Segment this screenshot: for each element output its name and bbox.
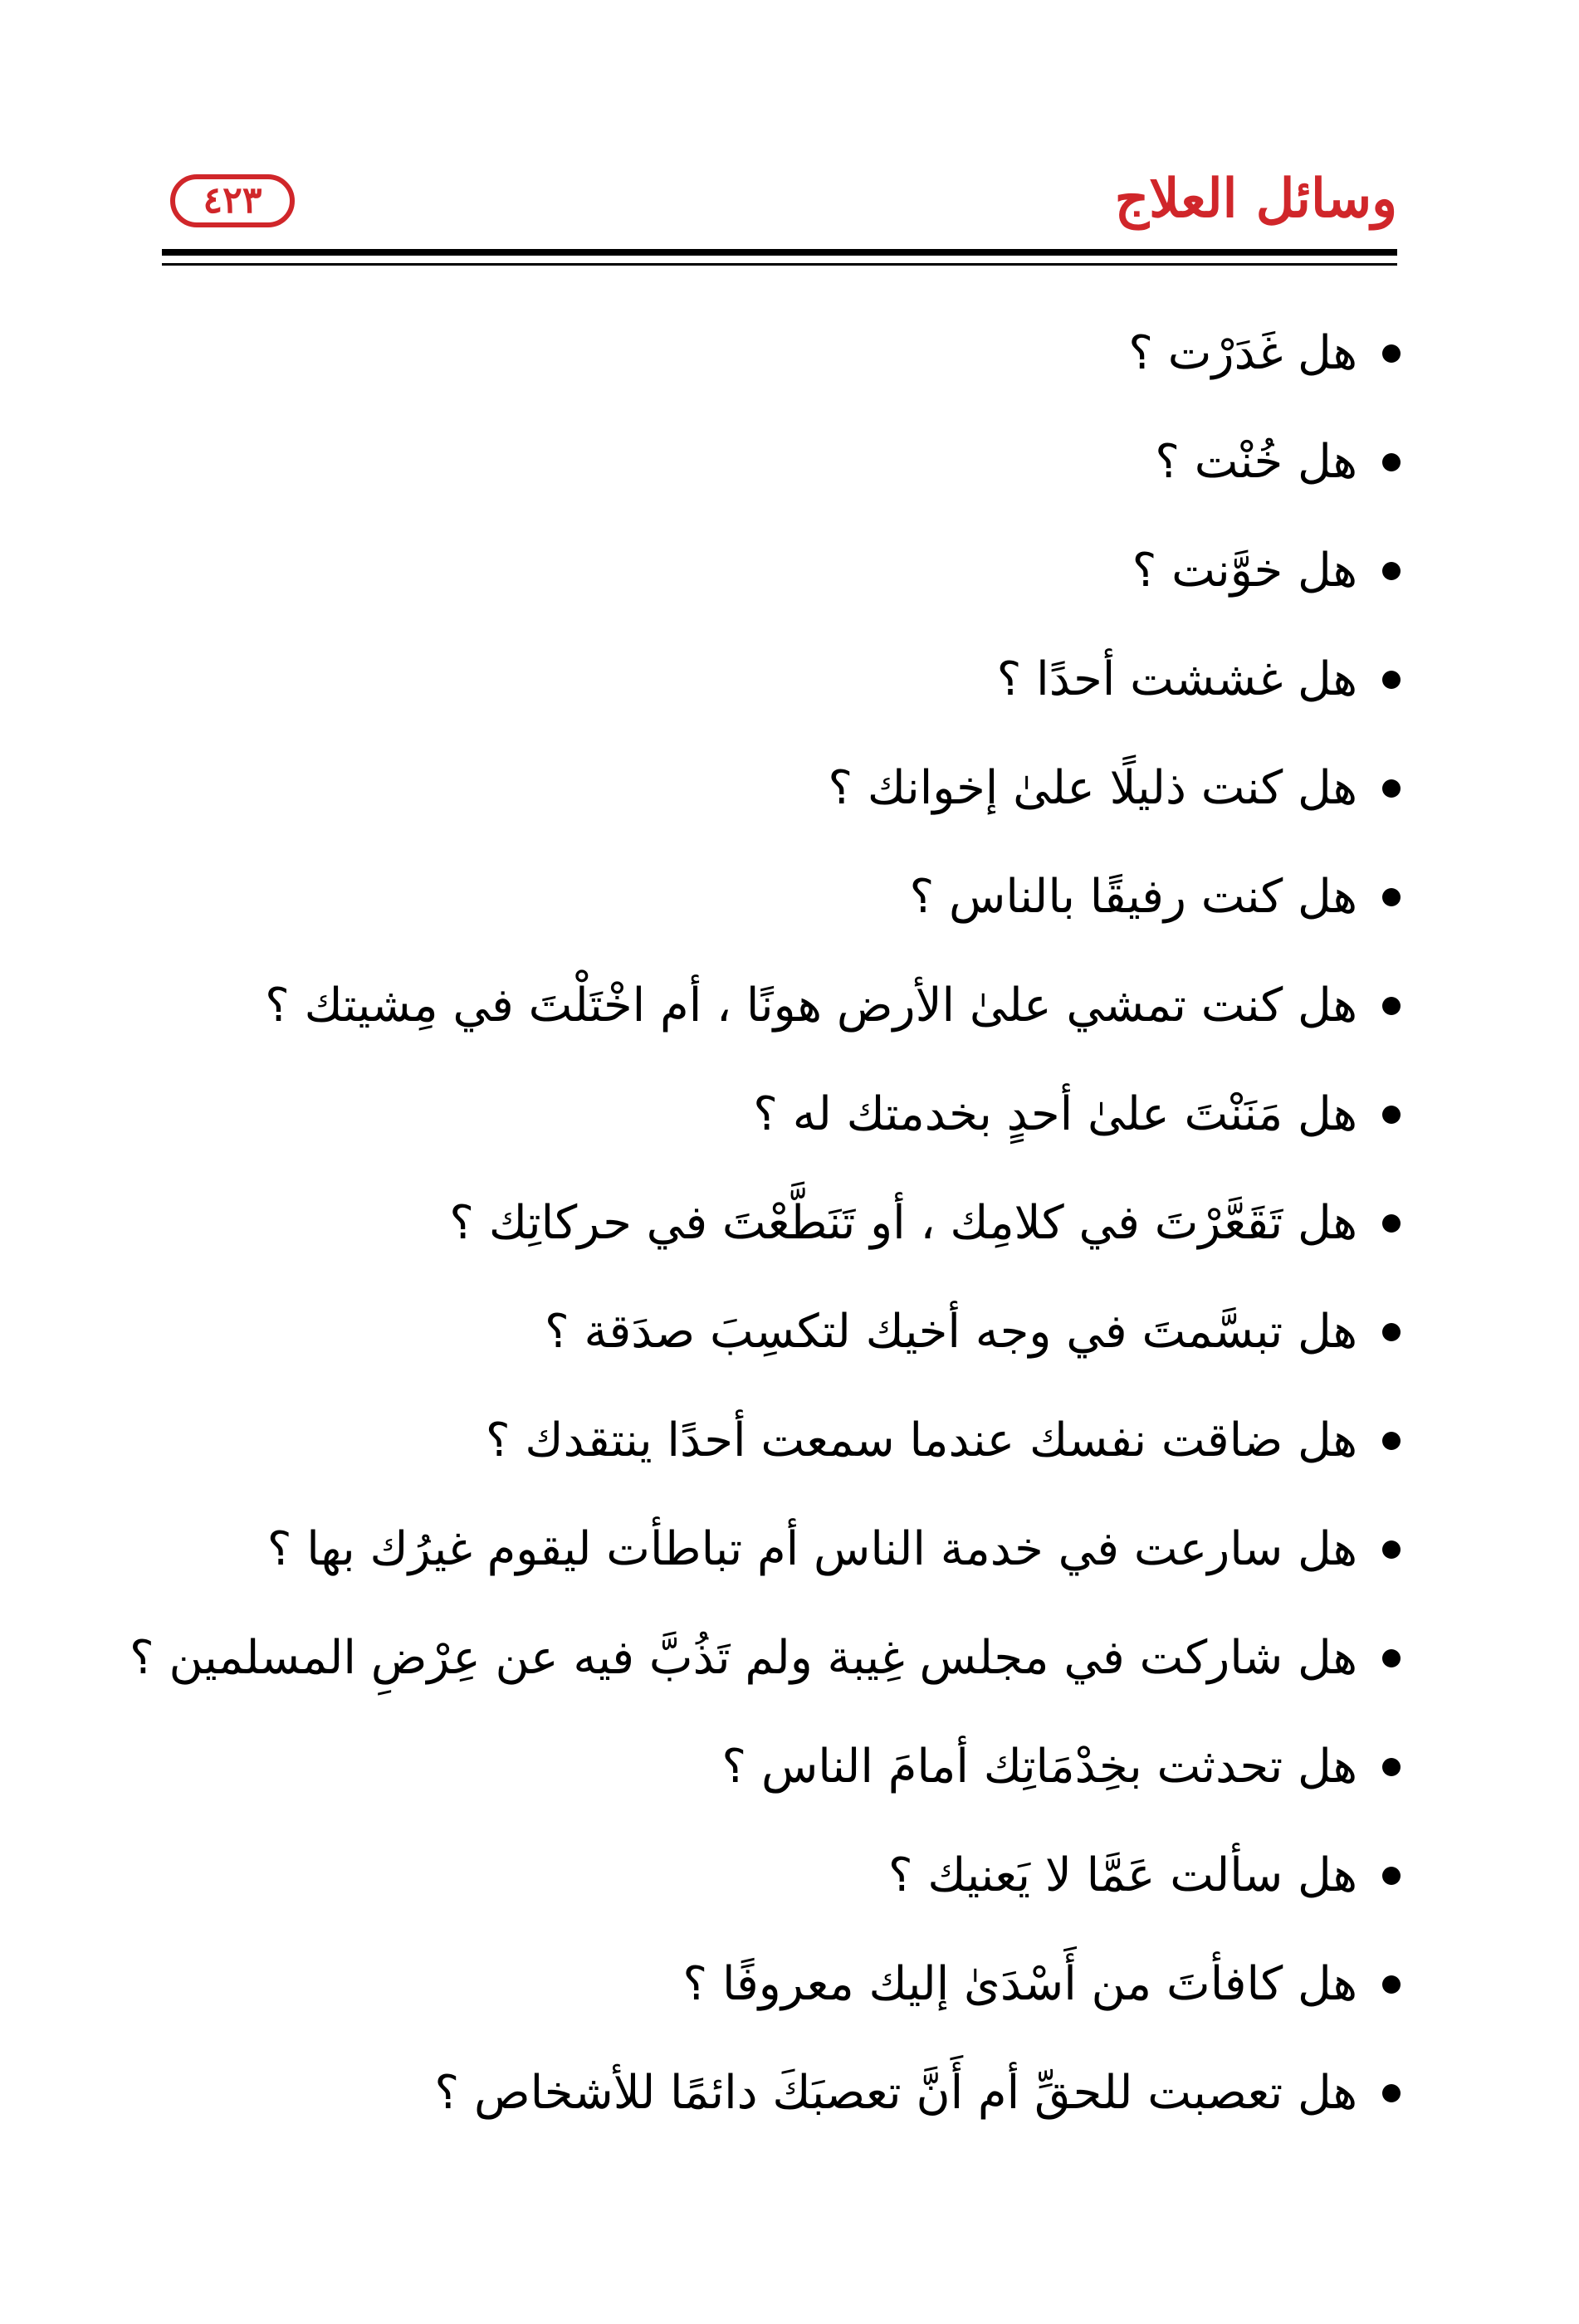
header-divider-thin (162, 263, 1397, 266)
question-text: هل خوَّنت ؟ (1132, 543, 1357, 598)
question-text: هل كافأتَ من أَسْدَىٰ إليك معروفًا ؟ (682, 1956, 1357, 2011)
bullet-icon (1382, 1432, 1401, 1450)
bullet-icon (1382, 2084, 1401, 2102)
question-item (130, 1604, 1401, 1712)
question-item (155, 1060, 1401, 1169)
question-text: هل تبسَّمتَ في وجه أخيك لتكسِبَ صدَقة ؟ (544, 1304, 1357, 1359)
bullet-icon (1382, 1758, 1401, 1776)
bullet-icon (1382, 1540, 1401, 1559)
question-item (155, 951, 1401, 1060)
chapter-title: وسائل العلاج (1114, 168, 1397, 230)
question-item (155, 299, 1401, 408)
question-text: هل كنت ذليلًا علىٰ إخوانك ؟ (828, 760, 1357, 815)
question-text: هل سألت عَمَّا لا يَعنيك ؟ (887, 1848, 1357, 1902)
question-item (155, 1712, 1401, 1821)
question-text: هل غَدَرْت ؟ (1128, 325, 1357, 380)
question-text: هل تحدثت بخِدْمَاتِك أمامَ الناس ؟ (721, 1739, 1357, 1794)
bullet-icon (1382, 1323, 1401, 1341)
bullet-icon (1382, 1867, 1401, 1885)
bullet-icon (1382, 671, 1401, 689)
question-text: هل شاركت في مجلس غِيبة ولم تَذُبَّ فيه عن عِرْضِ المسلمين ؟ (130, 1630, 1357, 1685)
bullet-icon (1382, 1214, 1401, 1233)
question-text: هل كنت تمشي علىٰ الأرض هونًا ، أم اخْتَلْتَ في مِشيتك ؟ (265, 978, 1357, 1033)
question-text: هل مَنَنْتَ علىٰ أحدٍ بخدمتك له ؟ (753, 1086, 1357, 1141)
question-item (155, 625, 1401, 734)
question-item (155, 734, 1401, 842)
question-item (155, 1169, 1401, 1277)
bullet-icon (1382, 1975, 1401, 1994)
question-text: هل تعصبت للحقِّ أم أَنَّ تعصبَكَ دائمًا للأشخاص ؟ (434, 2065, 1357, 2120)
bullet-icon (1382, 997, 1401, 1015)
question-text: هل غششت أحدًا ؟ (996, 652, 1357, 706)
question-text: هل ضاقت نفسك عندما سمعت أحدًا ينتقدك ؟ (485, 1413, 1357, 1467)
question-text: هل خُنْت ؟ (1155, 434, 1357, 489)
question-item (155, 2038, 1401, 2147)
question-item (155, 1386, 1401, 1495)
page-number-badge: ٤٢٣ (170, 174, 295, 227)
bullet-icon (1382, 779, 1401, 798)
question-item (155, 516, 1401, 625)
bullet-icon (1382, 1106, 1401, 1124)
bullet-icon (1382, 453, 1401, 471)
question-text: هل تَقَعَّرْتَ في كلامِك ، أو تَنَطَّعْتَ في حركاتِك ؟ (449, 1195, 1357, 1250)
question-item (155, 842, 1401, 951)
question-text: هل سارعت في خدمة الناس أم تباطأت ليقوم غيرُك بها ؟ (266, 1521, 1357, 1576)
question-text: هل كنت رفيقًا بالناس ؟ (909, 869, 1357, 924)
header-divider-thick (162, 249, 1397, 256)
question-item (155, 1930, 1401, 2038)
question-item (155, 1495, 1401, 1604)
bullet-icon (1382, 888, 1401, 906)
bullet-icon (1382, 344, 1401, 363)
bullet-icon (1382, 1649, 1401, 1667)
bullet-icon (1382, 562, 1401, 580)
question-item (155, 1821, 1401, 1930)
question-item (155, 408, 1401, 516)
question-item (155, 1277, 1401, 1386)
question-list (130, 299, 1401, 2147)
